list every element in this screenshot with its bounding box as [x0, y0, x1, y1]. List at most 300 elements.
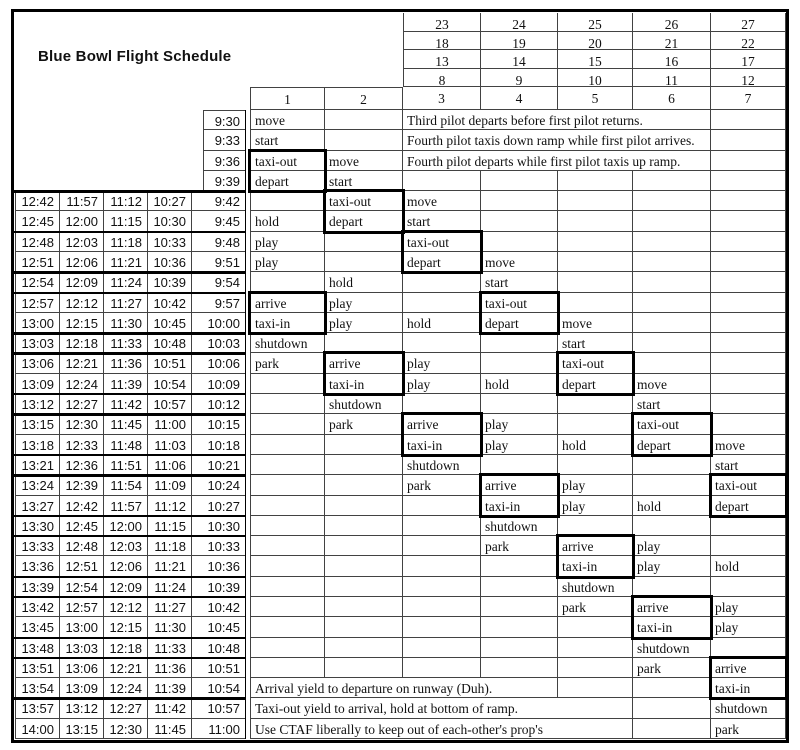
time-cell: 12:54	[15, 272, 60, 292]
time-cell: 13:09	[15, 374, 60, 394]
schedule-cell	[711, 353, 786, 373]
schedule-cell	[250, 516, 325, 536]
schedule-cell: arrive	[633, 597, 711, 617]
stacked-number-cell: 15	[558, 50, 633, 69]
schedule-cell	[558, 252, 633, 272]
schedule-cell	[325, 333, 403, 353]
time-cell: 9:54	[192, 272, 246, 292]
schedule-cell	[558, 293, 633, 313]
note-cell: Fourth pilot taxis down ramp while first pilot arrives.	[403, 130, 711, 150]
schedule-cell	[633, 577, 711, 597]
schedule-cell	[558, 171, 633, 191]
time-cell: 12:24	[60, 374, 104, 394]
schedule-cell	[633, 272, 711, 292]
time-cell: 13:45	[15, 617, 60, 637]
time-cell: 13:27	[15, 496, 60, 516]
schedule-cell	[481, 232, 558, 252]
schedule-cell: move	[711, 435, 786, 455]
schedule-cell	[250, 374, 325, 394]
schedule-cell	[481, 353, 558, 373]
stacked-number-cell: 19	[481, 32, 558, 51]
stacked-number-cell: 26	[633, 13, 711, 32]
stacked-number-cell: 17	[711, 50, 786, 69]
schedule-cell	[633, 516, 711, 536]
time-cell: 12:18	[104, 638, 148, 658]
schedule-cell	[250, 394, 325, 414]
schedule-cell	[711, 151, 786, 171]
schedule-cell: shutdown	[633, 638, 711, 658]
schedule-cell: move	[325, 151, 403, 171]
schedule-cell	[633, 252, 711, 272]
schedule-cell	[325, 536, 403, 556]
time-cell: 11:27	[104, 293, 148, 313]
schedule-cell	[633, 293, 711, 313]
schedule-cell	[325, 435, 403, 455]
time-cell: 13:36	[15, 556, 60, 576]
schedule-cell	[558, 394, 633, 414]
time-cell: 10:24	[192, 475, 246, 495]
time-cell: 11:12	[104, 191, 148, 211]
column-header-cell: 3	[403, 87, 481, 110]
stacked-number-cell: 8	[403, 69, 481, 88]
stacked-number-cell: 27	[711, 13, 786, 32]
pre-time-cell: 9:33	[203, 130, 246, 150]
schedule-cell	[325, 130, 403, 150]
time-cell: 10:48	[192, 638, 246, 658]
schedule-cell	[325, 597, 403, 617]
time-cell: 10:15	[192, 414, 246, 434]
note-cell: Use CTAF liberally to keep out of each-other's prop's	[250, 719, 633, 739]
time-cell: 9:57	[192, 293, 246, 313]
time-cell: 10:33	[192, 536, 246, 556]
time-cell: 11:15	[104, 211, 148, 231]
time-cell: 10:51	[192, 658, 246, 678]
schedule-cell: depart	[481, 313, 558, 333]
time-cell: 12:45	[60, 516, 104, 536]
schedule-cell	[711, 333, 786, 353]
time-cell: 10:45	[192, 617, 246, 637]
time-cell: 12:42	[15, 191, 60, 211]
time-cell: 13:57	[15, 698, 60, 718]
time-cell: 11:18	[104, 232, 148, 252]
time-cell: 13:33	[15, 536, 60, 556]
schedule-cell: arrive	[711, 658, 786, 678]
pre-time-cell: 9:36	[203, 151, 246, 171]
time-cell: 10:54	[148, 374, 192, 394]
time-cell: 12:48	[15, 232, 60, 252]
schedule-cell: arrive	[325, 353, 403, 373]
schedule-cell: taxi-in	[481, 496, 558, 516]
schedule-cell: play	[558, 475, 633, 495]
time-cell: 13:42	[15, 597, 60, 617]
stacked-number-cell: 11	[633, 69, 711, 88]
schedule-cell: taxi-out	[633, 414, 711, 434]
schedule-cell	[633, 171, 711, 191]
schedule-cell	[633, 455, 711, 475]
column-header-cell: 7	[711, 87, 786, 110]
schedule-cell	[250, 556, 325, 576]
schedule-cell: play	[325, 293, 403, 313]
time-cell: 12:42	[60, 496, 104, 516]
schedule-cell: start	[250, 130, 325, 150]
time-cell: 9:51	[192, 252, 246, 272]
schedule-cell	[711, 232, 786, 252]
schedule-cell	[711, 252, 786, 272]
schedule-cell: play	[250, 252, 325, 272]
schedule-cell	[325, 658, 403, 678]
time-cell: 11:39	[104, 374, 148, 394]
time-cell: 12:00	[60, 211, 104, 231]
schedule-cell	[250, 272, 325, 292]
schedule-cell	[403, 658, 481, 678]
schedule-cell: shutdown	[250, 333, 325, 353]
schedule-cell: hold	[633, 496, 711, 516]
time-cell: 12:24	[104, 678, 148, 698]
schedule-cell: park	[325, 414, 403, 434]
time-cell: 13:09	[60, 678, 104, 698]
schedule-cell	[711, 414, 786, 434]
schedule-cell	[711, 516, 786, 536]
time-cell: 10:45	[148, 313, 192, 333]
column-header-cell: 1	[250, 87, 325, 110]
schedule-cell: park	[250, 353, 325, 373]
time-cell: 10:42	[192, 597, 246, 617]
time-cell: 11:09	[148, 475, 192, 495]
stacked-number-cell: 24	[481, 13, 558, 32]
time-cell: 12:39	[60, 475, 104, 495]
schedule-cell: play	[481, 414, 558, 434]
time-cell: 10:48	[148, 333, 192, 353]
time-cell: 10:09	[192, 374, 246, 394]
schedule-cell: taxi-out	[558, 353, 633, 373]
schedule-cell	[325, 475, 403, 495]
schedule-cell	[325, 556, 403, 576]
time-cell: 10:36	[148, 252, 192, 272]
note-cell: Fourth pilot departs while first pilot taxis up ramp.	[403, 151, 711, 171]
schedule-cell	[558, 272, 633, 292]
stacked-number-cell: 21	[633, 32, 711, 51]
pre-time-cell: 9:39	[203, 171, 246, 191]
schedule-cell	[558, 414, 633, 434]
time-cell: 12:09	[104, 577, 148, 597]
schedule-cell: park	[481, 536, 558, 556]
schedule-cell	[325, 638, 403, 658]
schedule-cell: shutdown	[325, 394, 403, 414]
time-cell: 10:39	[148, 272, 192, 292]
time-cell: 12:33	[60, 435, 104, 455]
schedule-cell: play	[325, 313, 403, 333]
schedule-cell	[403, 597, 481, 617]
schedule-cell: taxi-in	[325, 374, 403, 394]
schedule-cell: depart	[250, 171, 325, 191]
schedule-cell: move	[481, 252, 558, 272]
schedule-cell: start	[558, 333, 633, 353]
time-cell: 11:06	[148, 455, 192, 475]
schedule-cell	[633, 191, 711, 211]
time-cell: 12:57	[60, 597, 104, 617]
time-cell: 11:36	[148, 658, 192, 678]
schedule-cell	[711, 110, 786, 130]
time-cell: 13:03	[15, 333, 60, 353]
time-cell: 13:24	[15, 475, 60, 495]
schedule-cell	[250, 496, 325, 516]
time-cell: 12:30	[60, 414, 104, 434]
schedule-cell	[250, 638, 325, 658]
stacked-number-cell: 10	[558, 69, 633, 88]
schedule-cell	[403, 536, 481, 556]
schedule-cell: play	[250, 232, 325, 252]
schedule-cell	[711, 638, 786, 658]
stacked-number-cell: 23	[403, 13, 481, 32]
schedule-cell	[481, 171, 558, 191]
schedule-cell: start	[633, 394, 711, 414]
time-cell: 13:51	[15, 658, 60, 678]
schedule-cell: play	[633, 536, 711, 556]
schedule-cell: start	[325, 171, 403, 191]
schedule-cell: play	[711, 597, 786, 617]
time-cell: 10:00	[192, 313, 246, 333]
schedule-cell: hold	[481, 374, 558, 394]
schedule-cell: move	[633, 374, 711, 394]
schedule-cell	[325, 496, 403, 516]
schedule-cell	[711, 211, 786, 231]
time-cell: 11:57	[60, 191, 104, 211]
time-cell: 12:51	[60, 556, 104, 576]
schedule-cell: park	[711, 719, 786, 739]
schedule-cell	[403, 617, 481, 637]
schedule-cell	[325, 455, 403, 475]
schedule-cell	[558, 678, 633, 698]
schedule-cell	[558, 638, 633, 658]
schedule-cell: taxi-in	[250, 313, 325, 333]
schedule-cell: taxi-in	[403, 435, 481, 455]
schedule-cell	[403, 516, 481, 536]
schedule-cell	[558, 658, 633, 678]
time-cell: 10:12	[192, 394, 246, 414]
schedule-cell	[250, 455, 325, 475]
schedule-cell	[481, 191, 558, 211]
schedule-cell	[633, 313, 711, 333]
time-cell: 11:57	[104, 496, 148, 516]
column-header-cell: 6	[633, 87, 711, 110]
time-cell: 12:15	[104, 617, 148, 637]
time-cell: 13:00	[60, 617, 104, 637]
schedule-cell: arrive	[481, 475, 558, 495]
schedule-cell: shutdown	[558, 577, 633, 597]
schedule-cell	[250, 597, 325, 617]
time-cell: 13:03	[60, 638, 104, 658]
schedule-cell: play	[403, 374, 481, 394]
schedule-cell	[481, 455, 558, 475]
time-cell: 13:12	[60, 698, 104, 718]
time-cell: 11:27	[148, 597, 192, 617]
schedule-cell	[481, 577, 558, 597]
schedule-cell: depart	[403, 252, 481, 272]
schedule-cell: start	[481, 272, 558, 292]
time-cell: 10:33	[148, 232, 192, 252]
schedule-cell	[633, 698, 711, 718]
schedule-cell	[250, 414, 325, 434]
schedule-cell: play	[481, 435, 558, 455]
schedule-cell	[711, 272, 786, 292]
schedule-cell	[633, 719, 711, 739]
time-cell: 10:57	[148, 394, 192, 414]
schedule-cell	[558, 232, 633, 252]
schedule-cell	[633, 475, 711, 495]
time-cell: 13:39	[15, 577, 60, 597]
schedule-cell: play	[711, 617, 786, 637]
schedule-cell: depart	[711, 496, 786, 516]
time-cell: 12:36	[60, 455, 104, 475]
schedule-cell: park	[633, 658, 711, 678]
time-cell: 10:06	[192, 353, 246, 373]
schedule-cell: hold	[403, 313, 481, 333]
time-cell: 9:42	[192, 191, 246, 211]
time-cell: 12:21	[60, 353, 104, 373]
schedule-cell: depart	[633, 435, 711, 455]
time-cell: 14:00	[15, 719, 60, 739]
schedule-cell	[558, 516, 633, 536]
time-cell: 11:18	[148, 536, 192, 556]
time-cell: 10:42	[148, 293, 192, 313]
time-cell: 12:00	[104, 516, 148, 536]
time-cell: 11:48	[104, 435, 148, 455]
time-cell: 11:42	[148, 698, 192, 718]
time-cell: 12:06	[60, 252, 104, 272]
time-cell: 13:00	[15, 313, 60, 333]
schedule-cell	[250, 536, 325, 556]
schedule-cell: arrive	[250, 293, 325, 313]
schedule-cell	[633, 211, 711, 231]
schedule-cell: taxi-in	[558, 556, 633, 576]
schedule-cell	[325, 577, 403, 597]
time-cell: 11:03	[148, 435, 192, 455]
time-cell: 11:33	[104, 333, 148, 353]
time-cell: 11:21	[104, 252, 148, 272]
schedule-cell	[481, 638, 558, 658]
time-cell: 13:12	[15, 394, 60, 414]
time-cell: 10:03	[192, 333, 246, 353]
schedule-cell	[481, 394, 558, 414]
time-cell: 11:45	[104, 414, 148, 434]
schedule-cell: hold	[711, 556, 786, 576]
time-cell: 11:00	[192, 719, 246, 739]
stacked-number-cell: 16	[633, 50, 711, 69]
time-cell: 11:54	[104, 475, 148, 495]
schedule-cell	[711, 130, 786, 150]
schedule-cell: taxi-in	[633, 617, 711, 637]
schedule-cell: arrive	[558, 536, 633, 556]
time-cell: 10:30	[192, 516, 246, 536]
schedule-cell: move	[250, 110, 325, 130]
time-cell: 11:42	[104, 394, 148, 414]
time-cell: 12:30	[104, 719, 148, 739]
time-cell: 10:51	[148, 353, 192, 373]
note-cell: Taxi-out yield to arrival, hold at bottom of ramp.	[250, 698, 633, 718]
schedule-cell: taxi-out	[250, 151, 325, 171]
time-cell: 13:18	[15, 435, 60, 455]
schedule-cell	[325, 232, 403, 252]
time-cell: 12:57	[15, 293, 60, 313]
stacked-number-cell: 13	[403, 50, 481, 69]
schedule-cell	[325, 516, 403, 536]
schedule-cell: hold	[558, 435, 633, 455]
schedule-cell	[633, 678, 711, 698]
schedule-cell	[711, 374, 786, 394]
schedule-cell	[403, 293, 481, 313]
time-cell: 11:30	[104, 313, 148, 333]
time-cell: 11:45	[148, 719, 192, 739]
schedule-cell: depart	[558, 374, 633, 394]
stacked-number-cell: 25	[558, 13, 633, 32]
time-cell: 10:54	[192, 678, 246, 698]
schedule-cell: play	[558, 496, 633, 516]
schedule-cell	[403, 496, 481, 516]
stacked-number-cell: 22	[711, 32, 786, 51]
time-cell: 11:24	[148, 577, 192, 597]
column-header-cell: 2	[325, 87, 403, 110]
schedule-cell	[403, 171, 481, 191]
stacked-number-cell: 14	[481, 50, 558, 69]
schedule-cell: hold	[325, 272, 403, 292]
time-cell: 13:15	[60, 719, 104, 739]
schedule-cell: park	[403, 475, 481, 495]
time-cell: 12:06	[104, 556, 148, 576]
schedule-cell: play	[403, 353, 481, 373]
time-cell: 12:12	[104, 597, 148, 617]
time-cell: 11:39	[148, 678, 192, 698]
schedule-cell	[403, 272, 481, 292]
schedule-cell	[633, 333, 711, 353]
time-cell: 13:54	[15, 678, 60, 698]
stacked-number-cell: 20	[558, 32, 633, 51]
schedule-cell	[325, 617, 403, 637]
schedule-cell	[250, 191, 325, 211]
schedule-cell	[325, 252, 403, 272]
schedule-cell: arrive	[403, 414, 481, 434]
time-cell: 13:21	[15, 455, 60, 475]
schedule-cell	[633, 232, 711, 252]
time-cell: 12:54	[60, 577, 104, 597]
time-cell: 12:12	[60, 293, 104, 313]
schedule-cell	[250, 658, 325, 678]
schedule-cell	[481, 597, 558, 617]
time-cell: 11:00	[148, 414, 192, 434]
time-cell: 11:21	[148, 556, 192, 576]
schedule-cell: taxi-out	[325, 191, 403, 211]
time-cell: 12:15	[60, 313, 104, 333]
schedule-cell	[558, 617, 633, 637]
schedule-cell	[558, 191, 633, 211]
time-cell: 10:21	[192, 455, 246, 475]
stacked-number-cell: 9	[481, 69, 558, 88]
schedule-cell	[558, 211, 633, 231]
schedule-cell: shutdown	[711, 698, 786, 718]
schedule-cell	[481, 658, 558, 678]
time-cell: 10:18	[192, 435, 246, 455]
schedule-cell	[250, 617, 325, 637]
schedule-cell	[711, 191, 786, 211]
schedule-cell	[250, 475, 325, 495]
schedule-cell	[403, 577, 481, 597]
schedule-cell: play	[633, 556, 711, 576]
time-cell: 13:15	[15, 414, 60, 434]
time-cell: 13:48	[15, 638, 60, 658]
time-cell: 10:27	[148, 191, 192, 211]
schedule-cell: taxi-in	[711, 678, 786, 698]
time-cell: 10:30	[148, 211, 192, 231]
schedule-cell	[481, 211, 558, 231]
